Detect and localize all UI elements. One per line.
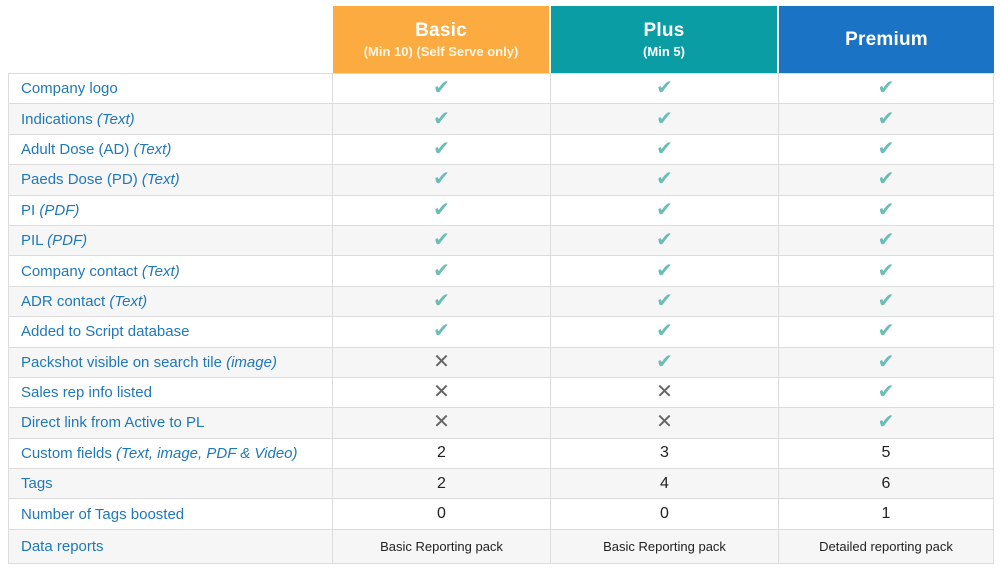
table-row bbox=[8, 256, 994, 286]
check-icon: ✔ bbox=[877, 411, 895, 434]
check-icon: ✔ bbox=[433, 229, 450, 252]
check-icon: ✔ bbox=[877, 381, 895, 404]
value-cell-basic bbox=[333, 287, 551, 317]
feature-label-cell bbox=[8, 378, 333, 408]
value-cell-plus bbox=[551, 287, 779, 317]
value-cell-basic bbox=[333, 104, 551, 134]
check-icon: ✔ bbox=[877, 77, 895, 100]
value-cell-plus bbox=[551, 317, 779, 347]
value-cell-premium bbox=[779, 348, 994, 378]
value-cell-basic bbox=[333, 226, 551, 256]
check-icon: ✔ bbox=[656, 259, 673, 282]
feature-label-cell bbox=[8, 317, 333, 347]
tier-premium-header bbox=[779, 6, 994, 73]
table-row bbox=[8, 165, 994, 195]
feature-label-cell bbox=[8, 196, 333, 226]
feature-label: Paeds Dose (PD) bbox=[21, 171, 138, 189]
value-text: 6 bbox=[881, 474, 891, 492]
value-text: 3 bbox=[660, 444, 669, 462]
value-text: 4 bbox=[660, 474, 669, 492]
feature-label: Number of Tags boosted bbox=[21, 505, 185, 523]
feature-label: Added to Script database bbox=[21, 323, 190, 341]
check-icon: ✔ bbox=[877, 229, 895, 252]
value-text: 2 bbox=[437, 474, 446, 492]
check-icon: ✔ bbox=[656, 320, 673, 343]
value-cell-plus bbox=[551, 104, 779, 134]
tier-plus-sub: (Min 5) bbox=[643, 44, 685, 59]
value-cell-basic bbox=[333, 165, 551, 195]
value-cell-plus bbox=[551, 378, 779, 408]
feature-label: ADR contact bbox=[21, 292, 106, 310]
feature-label: Indications bbox=[21, 110, 93, 128]
check-icon: ✔ bbox=[877, 259, 895, 282]
value-cell-plus bbox=[551, 408, 779, 438]
check-icon: ✔ bbox=[656, 107, 673, 130]
tier-basic-name: Basic bbox=[415, 20, 467, 41]
table-row bbox=[8, 348, 994, 378]
feature-label-cell bbox=[8, 256, 333, 286]
feature-note: (PDF) bbox=[39, 201, 80, 219]
feature-label: Company contact bbox=[21, 262, 138, 280]
value-cell-plus bbox=[551, 165, 779, 195]
value-cell-plus bbox=[551, 226, 779, 256]
value-cell-basic bbox=[333, 256, 551, 286]
check-icon: ✔ bbox=[877, 198, 895, 221]
tier-header-row bbox=[8, 6, 994, 73]
check-icon: ✔ bbox=[656, 137, 673, 160]
value-text: 0 bbox=[437, 505, 446, 523]
check-icon: ✔ bbox=[877, 137, 895, 160]
feature-label-cell bbox=[8, 287, 333, 317]
cross-icon: ✕ bbox=[656, 411, 673, 434]
feature-label-cell bbox=[8, 408, 333, 438]
value-cell-basic bbox=[333, 348, 551, 378]
table-row bbox=[8, 499, 994, 529]
check-icon: ✔ bbox=[877, 350, 895, 373]
comparison-table bbox=[8, 6, 994, 564]
value-cell-premium bbox=[779, 408, 994, 438]
value-cell-plus bbox=[551, 256, 779, 286]
check-icon: ✔ bbox=[656, 350, 673, 373]
feature-label: Direct link from Active to PL bbox=[21, 414, 205, 432]
feature-note: (Text) bbox=[109, 292, 148, 310]
value-cell-basic bbox=[333, 499, 551, 529]
value-text: Basic Reporting pack bbox=[603, 538, 726, 554]
feature-label-cell bbox=[8, 348, 333, 378]
feature-label: Tags bbox=[21, 475, 53, 493]
value-cell-basic bbox=[333, 408, 551, 438]
feature-label-cell bbox=[8, 530, 333, 564]
value-cell-basic bbox=[333, 469, 551, 499]
table-row bbox=[8, 469, 994, 499]
feature-note: (Text) bbox=[141, 171, 180, 189]
value-cell-premium bbox=[779, 378, 994, 408]
tier-basic-sub: (Min 10) (Self Serve only) bbox=[363, 44, 519, 59]
table-row bbox=[8, 378, 994, 408]
header-blank-cell bbox=[8, 6, 333, 73]
value-cell-basic bbox=[333, 196, 551, 226]
feature-label: PIL bbox=[21, 232, 43, 250]
tier-plus-header bbox=[551, 6, 779, 73]
check-icon: ✔ bbox=[433, 168, 450, 191]
check-icon: ✔ bbox=[433, 320, 450, 343]
check-icon: ✔ bbox=[656, 77, 673, 100]
feature-label-cell bbox=[8, 499, 333, 529]
value-text: 2 bbox=[437, 444, 446, 462]
cross-icon: ✕ bbox=[433, 350, 450, 373]
feature-note: (image) bbox=[226, 353, 277, 371]
value-cell-plus bbox=[551, 348, 779, 378]
feature-note: (Text) bbox=[141, 262, 180, 280]
value-cell-plus bbox=[551, 469, 779, 499]
check-icon: ✔ bbox=[433, 289, 450, 312]
table-row bbox=[8, 196, 994, 226]
table-row bbox=[8, 73, 994, 104]
check-icon: ✔ bbox=[433, 259, 450, 282]
feature-label-cell bbox=[8, 469, 333, 499]
feature-label: Custom fields bbox=[21, 444, 112, 462]
value-cell-premium bbox=[779, 196, 994, 226]
check-icon: ✔ bbox=[433, 107, 450, 130]
feature-label-cell bbox=[8, 135, 333, 165]
feature-label-cell bbox=[8, 439, 333, 469]
value-cell-basic bbox=[333, 530, 551, 564]
table-row bbox=[8, 104, 994, 134]
value-cell-plus bbox=[551, 73, 779, 104]
value-cell-basic bbox=[333, 135, 551, 165]
feature-note: (PDF) bbox=[47, 232, 88, 250]
value-text: Basic Reporting pack bbox=[380, 538, 503, 554]
feature-label-cell bbox=[8, 104, 333, 134]
feature-note: (Text) bbox=[96, 110, 135, 128]
value-cell-plus bbox=[551, 196, 779, 226]
value-cell-plus bbox=[551, 135, 779, 165]
value-cell-basic bbox=[333, 317, 551, 347]
check-icon: ✔ bbox=[656, 168, 673, 191]
tier-premium-name: Premium bbox=[845, 28, 928, 50]
value-cell-premium bbox=[779, 165, 994, 195]
feature-label: Sales rep info listed bbox=[21, 384, 152, 402]
check-icon: ✔ bbox=[877, 320, 895, 343]
check-icon: ✔ bbox=[433, 77, 450, 100]
value-text: Detailed reporting pack bbox=[819, 538, 953, 554]
check-icon: ✔ bbox=[877, 107, 895, 130]
value-cell-plus bbox=[551, 530, 779, 564]
check-icon: ✔ bbox=[877, 168, 895, 191]
value-cell-premium bbox=[779, 439, 994, 469]
feature-label-cell bbox=[8, 165, 333, 195]
value-text: 0 bbox=[660, 505, 669, 523]
check-icon: ✔ bbox=[877, 289, 895, 312]
table-row bbox=[8, 317, 994, 347]
feature-label-cell bbox=[8, 226, 333, 256]
feature-label: Data reports bbox=[21, 537, 104, 555]
table-row bbox=[8, 287, 994, 317]
table-row bbox=[8, 135, 994, 165]
value-cell-premium bbox=[779, 104, 994, 134]
feature-label: PI bbox=[21, 201, 36, 219]
value-cell-premium bbox=[779, 317, 994, 347]
check-icon: ✔ bbox=[433, 198, 450, 221]
cross-icon: ✕ bbox=[656, 381, 673, 404]
check-icon: ✔ bbox=[433, 137, 450, 160]
cross-icon: ✕ bbox=[433, 381, 450, 404]
value-cell-premium bbox=[779, 499, 994, 529]
cross-icon: ✕ bbox=[433, 411, 450, 434]
tier-basic-header bbox=[333, 6, 551, 73]
feature-note: (Text, image, PDF & Video) bbox=[116, 444, 298, 462]
feature-label-cell bbox=[8, 73, 333, 104]
value-cell-premium bbox=[779, 287, 994, 317]
feature-label: Packshot visible on search tile bbox=[21, 353, 222, 371]
check-icon: ✔ bbox=[656, 229, 673, 252]
feature-note: (Text) bbox=[133, 140, 172, 158]
value-cell-plus bbox=[551, 499, 779, 529]
value-cell-premium bbox=[779, 226, 994, 256]
table-row bbox=[8, 408, 994, 438]
value-cell-basic bbox=[333, 439, 551, 469]
value-text: 5 bbox=[881, 444, 891, 462]
feature-rows bbox=[8, 73, 994, 564]
value-cell-premium bbox=[779, 530, 994, 564]
value-cell-basic bbox=[333, 378, 551, 408]
value-text: 1 bbox=[881, 505, 891, 523]
value-cell-plus bbox=[551, 439, 779, 469]
value-cell-premium bbox=[779, 73, 994, 104]
feature-label: Adult Dose (AD) bbox=[21, 140, 130, 158]
value-cell-premium bbox=[779, 135, 994, 165]
value-cell-premium bbox=[779, 256, 994, 286]
value-cell-basic bbox=[333, 73, 551, 104]
value-cell-premium bbox=[779, 469, 994, 499]
check-icon: ✔ bbox=[656, 289, 673, 312]
table-row bbox=[8, 439, 994, 469]
feature-label: Company logo bbox=[21, 80, 118, 98]
check-icon: ✔ bbox=[656, 198, 673, 221]
table-row bbox=[8, 226, 994, 256]
tier-plus-name: Plus bbox=[643, 20, 685, 41]
table-row bbox=[8, 530, 994, 564]
